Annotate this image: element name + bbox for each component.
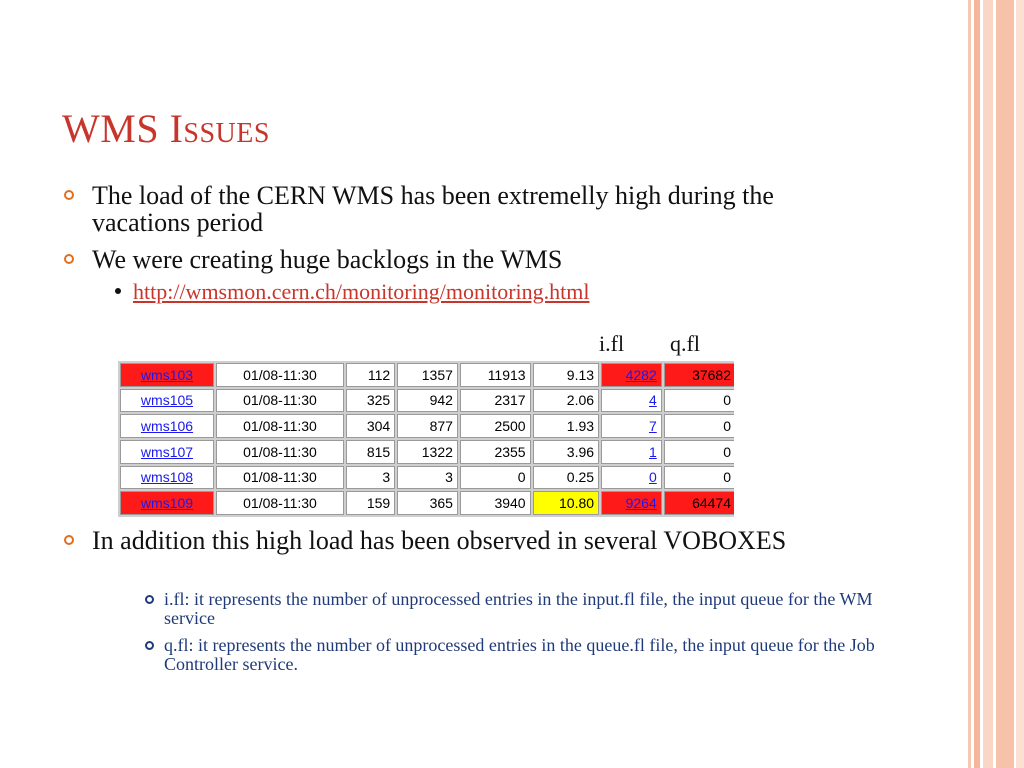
table-cell-host — [120, 363, 214, 387]
subbullet-2 — [145, 636, 905, 674]
decor-stripe — [983, 0, 993, 768]
table-row — [120, 414, 736, 438]
table-cell-c2: 877 — [397, 414, 458, 438]
table-cell-qfl: 37682 — [664, 363, 736, 387]
table-cell-ifl — [601, 414, 662, 438]
table-cell-date: 01/08-11:30 — [216, 389, 344, 413]
table-row — [120, 363, 736, 387]
table-cell-host — [120, 414, 214, 438]
bullet-dot-icon — [115, 288, 121, 294]
decor-stripe — [996, 0, 1014, 768]
table-cell-qfl: 64474 — [664, 491, 736, 515]
table-cell-date: 01/08-11:30 — [216, 440, 344, 464]
table-cell-c4: 9.13 — [533, 363, 599, 387]
cell-link-host[interactable]: wms105 — [140, 392, 194, 409]
bullet-1-text: The load of the CERN WMS has been extremelly high during the vacations period — [92, 181, 774, 237]
table-cell-c4: 1.93 — [533, 414, 599, 438]
cell-link-host[interactable]: wms108 — [140, 469, 194, 486]
bullet-2-text: We were creating huge backlogs in the WMS — [92, 245, 563, 274]
table-cell-host — [120, 440, 214, 464]
table-cell-c1: 815 — [346, 440, 395, 464]
table-row — [120, 466, 736, 490]
bullet-3-text: In addition this high load has been observed in several VOBOXES — [92, 526, 787, 555]
table-cell-c2: 1357 — [397, 363, 458, 387]
table-cell-c3: 2500 — [460, 414, 531, 438]
table-cell-c1: 3 — [346, 466, 395, 490]
bullet-1 — [62, 182, 822, 236]
table-cell-ifl — [601, 466, 662, 490]
table-row — [120, 440, 736, 464]
table-cell-c1: 159 — [346, 491, 395, 515]
table-cell-c2: 942 — [397, 389, 458, 413]
table-cell-c1: 325 — [346, 389, 395, 413]
bullet-ring-icon — [64, 254, 74, 264]
cell-link-host[interactable]: wms103 — [140, 366, 194, 383]
table-cell-ifl — [601, 389, 662, 413]
cell-link-ifl[interactable]: 4 — [648, 392, 657, 409]
table-cell-ifl — [601, 491, 662, 515]
table-crop-mask — [734, 359, 754, 521]
table-cell-c4: 2.06 — [533, 389, 599, 413]
table-row — [120, 389, 736, 413]
table-cell-c3: 2355 — [460, 440, 531, 464]
table-cell-date: 01/08-11:30 — [216, 414, 344, 438]
cell-link-ifl[interactable]: 1 — [648, 443, 657, 460]
decor-stripe — [974, 0, 980, 768]
table-cell-c4: 3.96 — [533, 440, 599, 464]
table-cell-date: 01/08-11:30 — [216, 466, 344, 490]
wms-monitoring-table — [118, 361, 738, 517]
table-cell-date: 01/08-11:30 — [216, 363, 344, 387]
table-cell-host — [120, 466, 214, 490]
bullet-ring-icon — [64, 535, 74, 545]
cell-link-ifl[interactable]: 7 — [648, 418, 657, 435]
table-cell-c3: 2317 — [460, 389, 531, 413]
table-cell-host — [120, 491, 214, 515]
table-cell-qfl: 0 — [664, 414, 736, 438]
cell-link-host[interactable]: wms109 — [140, 495, 194, 512]
column-label-ifl: i.fl — [599, 331, 625, 356]
cell-link-ifl[interactable]: 0 — [648, 469, 657, 486]
table-cell-c4: 0.25 — [533, 466, 599, 490]
table-cell-ifl — [601, 363, 662, 387]
subbullet-2-text: q.fl: it represents the number of unprocessed entries in the queue.fl file, the input queue for the Job Controller service. — [164, 635, 875, 674]
subbullet-ring-icon — [145, 595, 154, 604]
table-cell-host — [120, 389, 214, 413]
table-cell-ifl — [601, 440, 662, 464]
table-cell-c3: 0 — [460, 466, 531, 490]
subbullet-ring-icon — [145, 641, 154, 650]
bullet-2 — [62, 246, 822, 273]
table-cell-c2: 365 — [397, 491, 458, 515]
cell-link-host[interactable]: wms106 — [140, 418, 194, 435]
table-cell-qfl: 0 — [664, 440, 736, 464]
table-cell-date: 01/08-11:30 — [216, 491, 344, 515]
table-cell-c3: 11913 — [460, 363, 531, 387]
table-cell-c4: 10.80 — [533, 491, 599, 515]
table-cell-qfl: 0 — [664, 466, 736, 490]
cell-link-ifl[interactable]: 9264 — [625, 495, 657, 512]
slide-title: WMS Issues — [62, 106, 270, 151]
decor-stripe — [1016, 0, 1024, 768]
subbullet-1-text: i.fl: it represents the number of unprocessed entries in the input.fl file, the input queue for the WM service — [164, 589, 873, 628]
table-cell-c2: 3 — [397, 466, 458, 490]
bullet-ring-icon — [64, 190, 74, 200]
table-cell-c1: 112 — [346, 363, 395, 387]
subbullet-1 — [145, 590, 905, 628]
column-label-qfl: q.fl — [670, 331, 700, 356]
bullet-3 — [62, 527, 822, 554]
cell-link-host[interactable]: wms107 — [140, 443, 194, 460]
decor-stripe — [968, 0, 971, 768]
cell-link-ifl[interactable]: 4282 — [625, 366, 657, 383]
table-row — [120, 491, 736, 515]
table-cell-c1: 304 — [346, 414, 395, 438]
table-cell-qfl: 0 — [664, 389, 736, 413]
table-cell-c2: 1322 — [397, 440, 458, 464]
link-bullet — [115, 279, 589, 305]
table-cell-c3: 3940 — [460, 491, 531, 515]
monitoring-link[interactable]: http://wmsmon.cern.ch/monitoring/monitoring.html — [133, 279, 590, 304]
